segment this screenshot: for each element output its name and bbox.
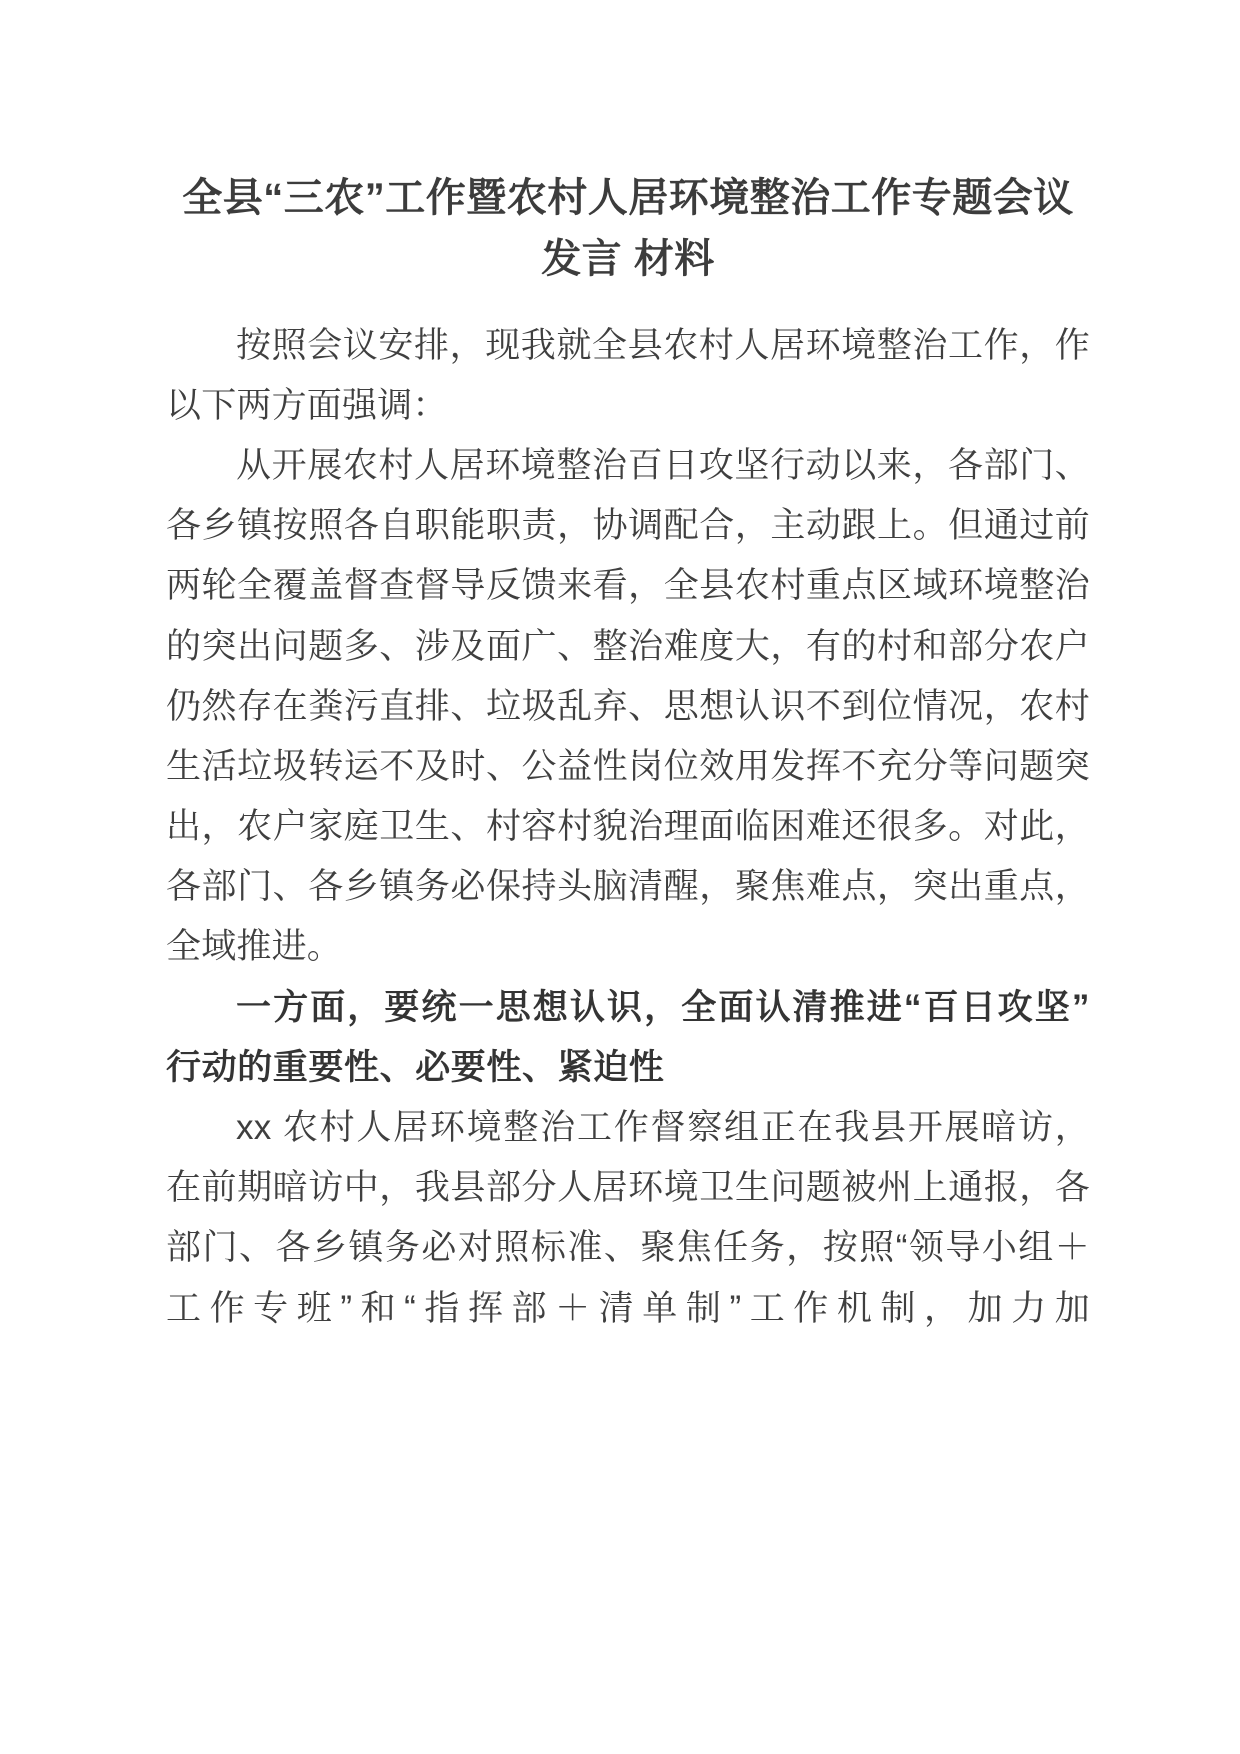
page-title-line-1: 全县“三农”工作暨农村人居环境整治工作专题会议发言 [182,176,1074,281]
paragraph-intro: 按照会议安排，现我就全县农村人居环境整治工作，作以下两方面强调： [166,325,1090,425]
page-title [166,168,1090,290]
section-heading-one: 一方面，要统一思想认识，全面认清推进“百日攻坚”行动的重要性、必要性、紧迫性 [166,987,1090,1087]
paragraph-inspection: xx 农村人居环境整治工作督察组正在我县开展暗访，在前期暗访中，我县部分人居环境卫生问题被州上通报，各部门、各乡镇务必对照标准、聚焦任务，按照“领导小组＋工作专班”和“指挥部＋清单制”工作机制，加力加 [166,1108,1090,1328]
paragraph-situation: 从开展农村人居环境整治百日攻坚行动以来，各部门、各乡镇按照各自职能职责，协调配合，主动跟上。但通过前两轮全覆盖督查督导反馈来看，全县农村重点区域环境整治的突出问题多、涉及面广、整治难度大，有的村和部分农户仍然存在粪污直排、垃圾乱弃、思想认识不到位情况，农村生活垃圾转运不及时、公益性岗位效用发挥不充分等问题突出，农户家庭卫生、村容村貌治理面临困难还很多。对此，各部门、各乡镇务必保持头脑清醒，聚焦难点，突出重点，全域推进。 [166,445,1090,967]
page-title-line-2: 材料 [633,236,715,281]
